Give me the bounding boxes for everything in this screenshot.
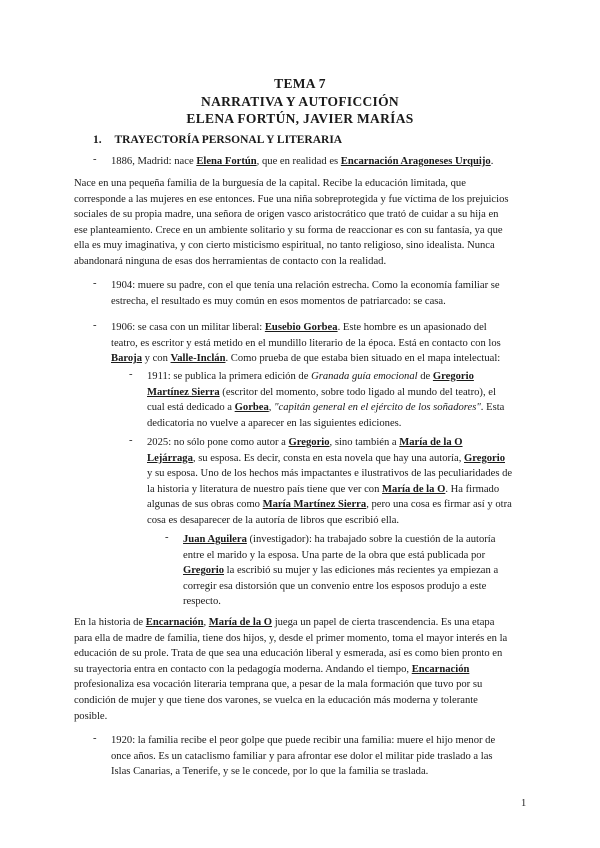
bullet-1886: 1886, Madrid: nace Elena Fortún, que en realidad es Encarnación Aragoneses Urquijo. xyxy=(111,156,494,167)
sub-bullet-dash: - xyxy=(129,435,133,446)
section-heading xyxy=(93,134,342,146)
name-valle-inclan: Valle-Inclán xyxy=(170,353,226,365)
bullet-dash: - xyxy=(93,278,97,289)
name-gregorio: Gregorio xyxy=(464,452,505,464)
bullet-1904: 1904: muere su padre, con el que tenía una relación estrecha. Como la economía familiar se estrecha, el resultado es muy común en esos momentos de patriarcado: se casa. xyxy=(111,280,500,307)
bullet-dash: - xyxy=(93,154,97,165)
section-number: 1. xyxy=(93,134,102,146)
name-encarnacion: Encarnación Aragoneses Urquijo xyxy=(340,156,491,167)
subsub-bullet-dash: - xyxy=(165,532,169,543)
name-juan-aguilera: Juan Aguilera xyxy=(183,534,247,545)
paragraph-childhood: Nace en una pequeña familia de la burguesía de la capital. Recibe la educación limitada, que corresponde a las mujeres en ese entonces. Fue una niña sobreprotegida y fue víctima de los prejuicios sociales de su propia madre, una señora de origen vasco aristocrático que trató de cuidar a su hija en ese planteamiento. Crece en un ambiente solitario y su forma de reaccionar es con su fantasía, ya que ella es muy imaginativa, y con cierto misticismo espiritual, no tanto religioso, sino idealista. Nunca abandonará ninguna de esas dos herramientas de contacto con la realidad. xyxy=(74,178,509,267)
name-encarnacion: Encarnación xyxy=(411,663,470,675)
name-gregorio: Gregorio xyxy=(432,371,474,382)
doc-title-authors: ELENA FORTÚN, JAVIER MARÍAS xyxy=(186,111,414,126)
subsub-bullet-aguilera: Juan Aguilera (investigador): ha trabajado sobre la cuestión de la autoría entre el marido y la esposa. Una parte de la obra que está publicada por Gregorio la escribió su mujer y las ediciones más recientes ya empiezan a corregir esa distorsión que un convenio entre los esposos produjo a este respecto. xyxy=(183,534,499,608)
name-maria-de-la-o: María de la O xyxy=(208,617,273,628)
bullet-1920: 1920: la familia recibe el peor golpe que puede recibir una familia: muere el hijo menor de once años. Es un cataclismo familiar y para afrontar ese dolor el militar pide traslado a las Islas Canarias, a Tenerife, y se le concede, por lo que la familia se traslada. xyxy=(111,735,496,778)
name-gorbea: Gorbea xyxy=(234,402,269,414)
sub-bullet-dash: - xyxy=(129,369,133,380)
doc-title-topic: TEMA 7 xyxy=(274,76,326,91)
bullet-dash: - xyxy=(93,320,97,331)
name-maria-de-la-o: María de la O xyxy=(382,483,446,495)
name-maria-martinez-sierra: María Martínez Sierra xyxy=(262,499,367,511)
name-eusebio-gorbea: Eusebio Gorbea xyxy=(264,322,338,333)
page-number: 1 xyxy=(521,798,527,809)
section-title: TRAYECTORÍA PERSONAL Y LITERARIA xyxy=(114,134,343,146)
sub-bullet-2025: 2025: no sólo pone como autor a Gregorio, sino también a María de la O Lejárraga, su esposa. Es decir, consta en esta novela que hay una autoría, Gregorio y su esposa. Uno de los hechos más impactantes e ilustrativos de las peculiaridades de la historia y literatura de nuestro país tiene que ver con María de la O. Ha firmado algunas de sus obras como María Martínez Sierra, pero una cosa es firmar así y otra cosa es desaparecer de la autoría de libros que escribió ella. xyxy=(147,437,513,526)
name-elena-fortun: Elena Fortún xyxy=(196,156,257,167)
paragraph-motherhood: En la historia de Encarnación, María de la O juega un papel de cierta trascendencia. Es una etapa para ella de madre de familia, tiene dos hijos, y, desde el primer momento, toma el mayor interés en la educación de su prole. Trata de que sea una educación liberal y esmerada, así es como bien pronto en su trayectoria entra en contacto con la pedagogía moderna. Andando el tiempo, Encarnación profesionaliza esa vocación literaria temprana que, a pesar de la mala formación que tuvo por su condición de mujer y que tiene dos varones, se vuelca en la educación más moderna y tolerante posible. xyxy=(74,617,508,722)
bullet-dash: - xyxy=(93,733,97,744)
name-lejarraga: Lejárraga xyxy=(147,452,193,464)
doc-title-subject: NARRATIVA Y AUTOFICCIÓN xyxy=(201,94,399,109)
name-gregorio: Gregorio xyxy=(183,565,224,577)
name-baroja: Baroja xyxy=(111,353,142,365)
name-martinez-sierra: Martínez Sierra xyxy=(147,386,220,398)
name-maria-de-la-o: María de la O xyxy=(399,437,463,448)
bullet-1906: 1906: se casa con un militar liberal: Eusebio Gorbea. Este hombre es un apasionado del teatro, es escritor y está metido en el mundillo literario de la época. Está en contacto con los Baroja y con Valle-Inclán. Como prueba de que estaba bien situado en el mapa intelectual: xyxy=(111,322,501,365)
name-gregorio: Gregorio xyxy=(288,437,330,448)
name-encarnacion: Encarnación xyxy=(145,617,204,628)
sub-bullet-1911: 1911: se publica la primera edición de Granada guía emocional de Gregorio Martínez Sierra (escritor del momento, sobre todo ligado al mundo del teatro), el cual está dedicado a Gorbea, "capitán general en el ejército de los soñadores". Esta dedicatoria no vuelve a aparecer en las siguientes ediciones. xyxy=(147,371,505,429)
